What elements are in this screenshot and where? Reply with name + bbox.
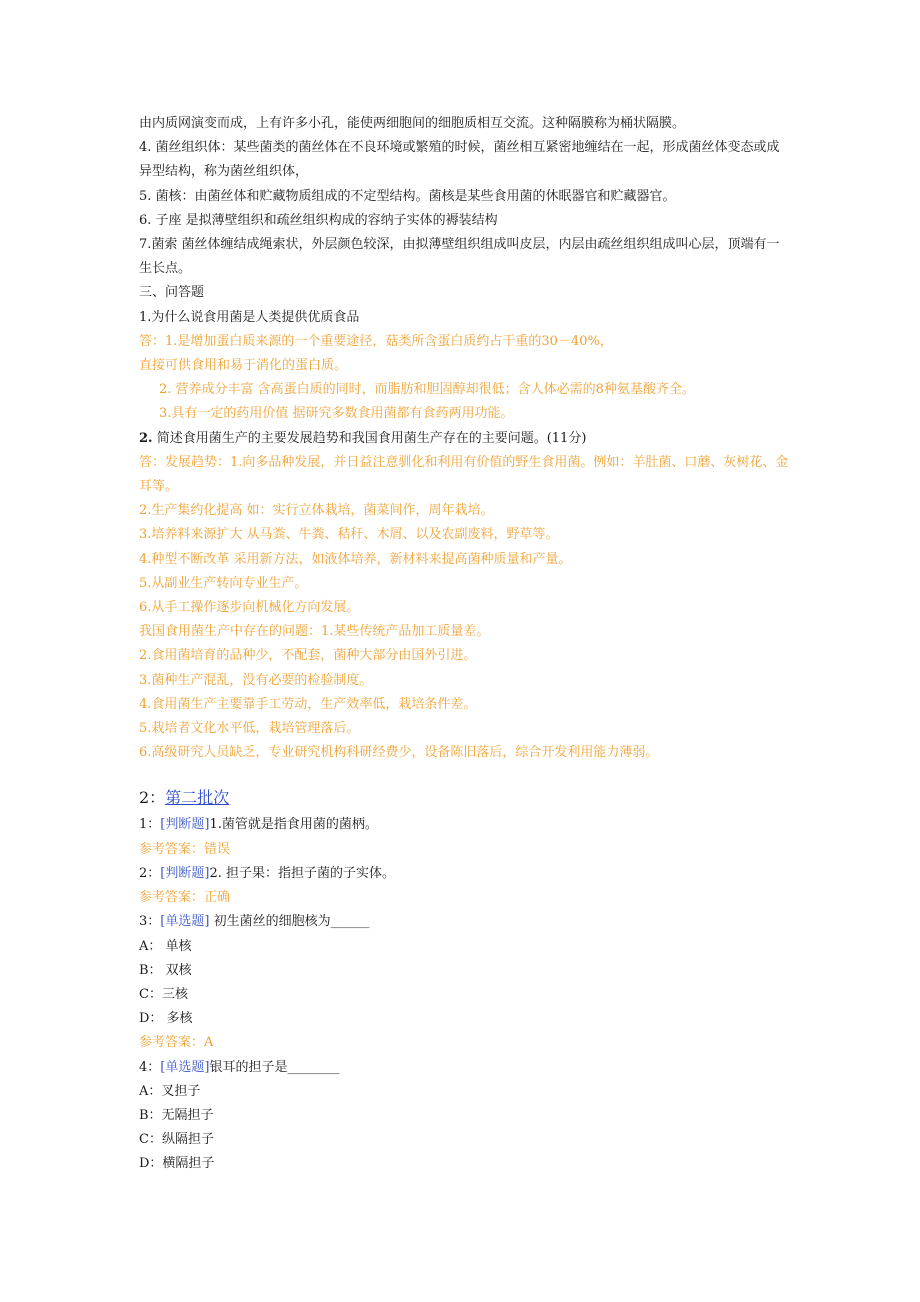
answer-line: 答：1.是增加蛋白质来源的一个重要途径，菇类所含蛋白质约占干重的30－40%， bbox=[139, 333, 613, 349]
paragraph-stroma: 6. 子座 是拟薄壁组织和疏丝组织构成的容纳子实体的褥装结构 bbox=[139, 212, 498, 228]
question-type-tag: [判断题] bbox=[160, 817, 210, 833]
quiz-item-4 bbox=[139, 1056, 789, 1177]
paragraph-rhizomorph: 7.菌索 菌丝体缠结成绳索状，外层颜色较深，由拟薄壁组织组成叫皮层，内层由疏丝组织组成叫心层，顶端有一生长点。 bbox=[139, 237, 780, 277]
answer-line: 3.菌种生产混乱，没有必要的检验制度。 bbox=[139, 672, 373, 688]
quiz-item-1 bbox=[139, 813, 789, 861]
answer-line: 5.从副业生产转向专业生产。 bbox=[139, 575, 308, 591]
option-c: C：三核 bbox=[139, 986, 188, 1002]
answer-line: 3.具有一定的药用价值 据研究多数食用菌都有食药两用功能。 bbox=[159, 406, 514, 422]
answer-line: 3.培养料来源扩大 从马粪、牛粪、秸秆、木屑、以及农副废料，野草等。 bbox=[139, 527, 559, 543]
quiz-question bbox=[139, 910, 789, 934]
batch-2-link[interactable]: 第二批次 bbox=[165, 788, 230, 808]
option-b: B： 双核 bbox=[139, 962, 192, 978]
qa-heading: 三、问答题 bbox=[139, 285, 205, 301]
question-body: 简述食用菌生产的主要发展趋势和我国食用菌生产存在的主要问题。(11分) bbox=[152, 430, 587, 446]
document-page bbox=[139, 112, 789, 1177]
answer-line: 2. 营养成分丰富 含高蛋白质的同时，而脂肪和胆固醇却很低；含人体必需的8种氨基酸齐全。 bbox=[159, 382, 695, 398]
answer-line: 2.生产集约化提高 如：实行立体栽培，菌菜间作，周年栽培。 bbox=[139, 503, 494, 519]
answer-line: 4.种型不断改革 采用新方法，如液体培养，新材料来提高菌种质量和产量。 bbox=[139, 551, 572, 567]
answer-line: 4.食用菌生产主要靠手工劳动，生产效率低，栽培条件差。 bbox=[139, 696, 477, 712]
quiz-number: 2： bbox=[139, 865, 161, 881]
quiz-text: 银耳的担子是________ bbox=[209, 1059, 340, 1075]
answer-line: 我国食用菌生产中存在的问题：1.某些传统产品加工质量差。 bbox=[139, 624, 490, 640]
batch-prefix: 2： bbox=[139, 788, 166, 808]
quiz-text: 2. 担子果：指担子菌的子实体。 bbox=[209, 865, 395, 881]
answer-line: 2.食用菌培育的品种少，不配套，菌种大部分由国外引进。 bbox=[139, 648, 477, 664]
quiz-question bbox=[139, 813, 789, 837]
quiz-item-3 bbox=[139, 910, 789, 1055]
quiz-question bbox=[139, 1056, 789, 1080]
paragraph-line: 由内质网演变而成，上有许多小孔，能使两细胞间的细胞质相互交流。这种隔膜称为桶状隔膜。 bbox=[139, 116, 686, 131]
question-1 bbox=[139, 306, 789, 427]
paragraph-sclerotium: 5. 菌核：由菌丝体和贮藏物质组成的不定型结构。菌核是某些食用菌的休眠器官和贮藏器官。 bbox=[139, 188, 676, 204]
reference-answer: 参考答案：A bbox=[139, 1035, 214, 1051]
quiz-number: 4： bbox=[139, 1059, 161, 1075]
answer-line: 6.从手工操作逐步向机械化方向发展。 bbox=[139, 600, 360, 616]
question-number: 2. bbox=[139, 430, 153, 446]
quiz-question bbox=[139, 862, 789, 886]
question-type-tag: [单选题] bbox=[160, 1059, 210, 1075]
quiz-number: 3： bbox=[139, 914, 161, 930]
reference-answer: 参考答案：正确 bbox=[139, 890, 231, 906]
option-d: D：横隔担子 bbox=[139, 1156, 215, 1172]
option-c: C：纵隔担子 bbox=[139, 1132, 214, 1148]
quiz-number: 1： bbox=[139, 817, 161, 833]
answer-line: 5.栽培者文化水平低，栽培管理落后。 bbox=[139, 721, 360, 737]
option-b: B：无隔担子 bbox=[139, 1107, 214, 1123]
quiz-text: 1.菌管就是指食用菌的菌柄。 bbox=[209, 817, 378, 833]
question-text bbox=[139, 427, 789, 451]
question-2 bbox=[139, 427, 789, 766]
quiz-item-2 bbox=[139, 862, 789, 910]
answer-line: 直接可供食用和易于消化的蛋白质。 bbox=[139, 358, 348, 374]
answer-line: 答：发展趋势：1.向多品种发展，并日益注意驯化和利用有价值的野生食用菌。例如：羊肚菌、口蘑、灰树花、金耳等。 bbox=[139, 454, 789, 495]
definitions-section bbox=[139, 112, 789, 281]
question-text: 1.为什么说食用菌是人类提供优质食品 bbox=[139, 309, 360, 325]
answer-line: 6.高级研究人员缺乏，专业研究机构科研经费少，设备陈旧落后，综合开发利用能力薄弱。 bbox=[139, 745, 659, 761]
quiz-text: 初生菌丝的细胞核为______ bbox=[209, 914, 370, 930]
option-a: A： 单核 bbox=[139, 938, 192, 954]
batch-heading bbox=[139, 785, 789, 811]
paragraph-hyphae-tissue: 4. 菌丝组织体：某些菌类的菌丝体在不良环境或繁殖的时候，菌丝相互紧密地缠结在一起，形成菌丝体变态或成异型结构，称为菌丝组织体， bbox=[139, 140, 780, 180]
question-type-tag: [单选题] bbox=[160, 914, 210, 930]
option-a: A：叉担子 bbox=[139, 1083, 201, 1099]
reference-answer: 参考答案：错误 bbox=[139, 841, 231, 857]
section-spacer bbox=[139, 765, 789, 785]
batch-2-section bbox=[139, 785, 789, 1176]
question-type-tag: [判断题] bbox=[160, 865, 210, 881]
option-d: D： 多核 bbox=[139, 1011, 193, 1027]
